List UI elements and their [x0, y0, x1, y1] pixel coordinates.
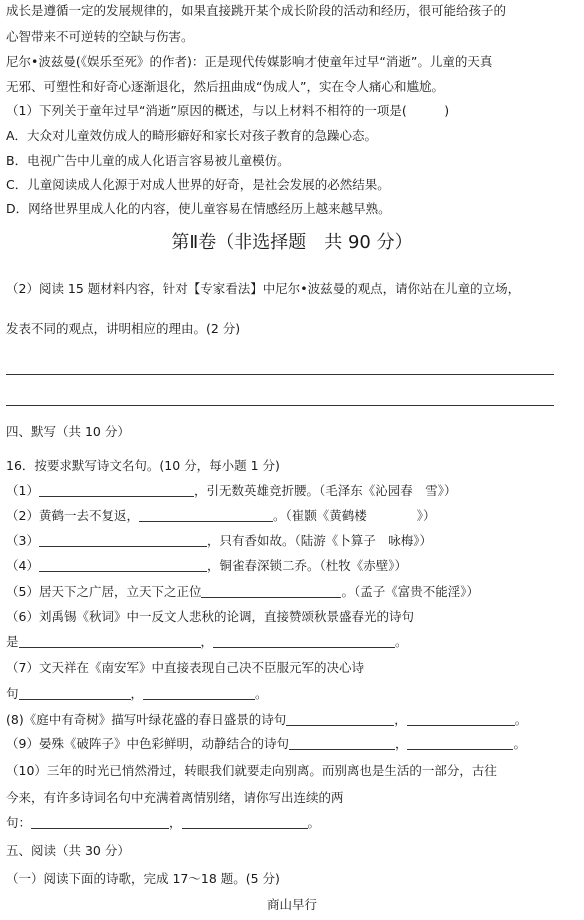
fill-item-1 — [6, 483, 456, 499]
answer-blank[interactable] — [19, 635, 201, 648]
item-end: 。 — [514, 712, 528, 727]
item-suffix: ，引无数英雄竞折腰。（毛泽东《沁园春 雪》） — [193, 483, 457, 498]
item-separator: ， — [200, 634, 214, 649]
item-suffix: 。（崔颢《黄鹤楼 》） — [272, 508, 436, 523]
answer-blank[interactable] — [19, 687, 131, 700]
answer-blank[interactable] — [31, 816, 169, 829]
question-2-line: （2）阅读 15 题材料内容，针对【专家看法】中尼尔•波兹曼的观点，请你站在儿童的立场， — [6, 281, 521, 296]
item-prefix: （4） — [6, 558, 39, 573]
item-prefix: （9）晏殊《破阵子》中色彩鲜明，动静结合的诗句 — [6, 736, 289, 751]
fill-item-2 — [6, 508, 435, 524]
fill-item-10-stem: （10）三年的时光已悄然滑过，转眼我们就要走向别离。而别离也是生活的一部分，古往 — [6, 763, 497, 778]
q16-title: 16．按要求默写诗文名句。(10 分，每小题 1 分) — [6, 458, 280, 473]
part5-subheading: （一）阅读下面的诗歌，完成 17～18 题。(5 分) — [6, 871, 280, 886]
answer-blank[interactable] — [213, 635, 395, 648]
item-prefix: 是 — [6, 634, 19, 649]
answer-blank[interactable] — [139, 509, 273, 522]
option-c: C．儿童阅读成人化源于对成人世界的好奇，是社会发展的必然结果。 — [6, 177, 390, 192]
answer-blank[interactable] — [286, 713, 394, 726]
answer-blank[interactable] — [39, 484, 194, 497]
answer-blank[interactable] — [39, 559, 207, 572]
answer-blank[interactable] — [143, 687, 255, 700]
fill-item-6 — [6, 634, 408, 650]
item-end: 。 — [255, 686, 268, 701]
fill-item-7-stem: （7）文天祥在《南安军》中直接表现自己决不臣服元军的决心诗 — [6, 660, 364, 675]
item-prefix: (8)《庭中有奇树》描写叶绿花盛的春日盛景的诗句 — [6, 712, 287, 727]
item-end: 。 — [395, 634, 408, 649]
item-end: 。 — [307, 815, 321, 830]
option-a: A．大众对儿童效仿成人的畸形癖好和家长对孩子教育的急躁心态。 — [6, 128, 378, 143]
answer-blank[interactable] — [201, 585, 341, 598]
item-prefix: （5）居天下之广居，立天下之正位 — [6, 584, 202, 599]
passage-line: 成长是遵循一定的发展规律的，如果直接跳开某个成长阶段的活动和经历，很可能给孩子的 — [6, 3, 507, 18]
answer-blank[interactable] — [407, 737, 513, 750]
item-prefix: （3） — [6, 533, 39, 548]
item-separator: ， — [394, 736, 408, 751]
answer-line[interactable] — [6, 374, 554, 375]
fill-item-8 — [6, 712, 527, 728]
item-prefix: 句 — [6, 686, 19, 701]
item-end: 。 — [513, 736, 526, 751]
option-d: D．网络世界里成人化的内容，使儿童容易在情感经历上越来越早熟。 — [6, 201, 391, 216]
item-separator: ， — [130, 686, 144, 701]
fill-item-9 — [6, 736, 526, 752]
answer-blank[interactable] — [39, 534, 207, 547]
poem-title: 商山早行 — [266, 897, 317, 912]
fill-item-4 — [6, 558, 407, 574]
item-separator: ， — [169, 815, 182, 830]
item-prefix: （1） — [6, 483, 39, 498]
item-prefix: 句： — [6, 815, 32, 830]
fill-item-5 — [6, 584, 479, 600]
question-1-stem: （1）下列关于童年过早“消逝”原因的概述，与以上材料不相符的一项是( ) — [6, 103, 450, 118]
question-2-line: 发表不同的观点，讲明相应的理由。(2 分) — [6, 321, 241, 336]
answer-blank[interactable] — [289, 737, 395, 750]
passage-line: 无邪、可塑性和好奇心逐渐退化，然后扭曲成“伪成人”，实在令人痛心和尴尬。 — [6, 79, 444, 94]
part4-heading: 四、默写（共 10 分） — [6, 424, 130, 439]
fill-item-10 — [6, 815, 320, 831]
item-suffix: 。（孟子《富贵不能淫》） — [341, 584, 479, 599]
answer-blank[interactable] — [407, 713, 515, 726]
item-prefix: （2）黄鹤一去不复返， — [6, 508, 139, 523]
item-suffix: ，铜雀春深锁二乔。（杜牧《赤壁》） — [206, 558, 407, 573]
part5-heading: 五、阅读（共 30 分） — [6, 843, 130, 858]
item-suffix: ，只有香如故。（陆游《卜算子 咏梅》） — [206, 533, 432, 548]
section-title: 第Ⅱ卷（非选择题 共 90 分） — [171, 232, 413, 253]
fill-item-10-stem: 今来，有许多诗词名句中充满着离情别绪，请你写出连续的两 — [6, 790, 344, 805]
passage-line: 尼尔•波兹曼(《娱乐至死》的作者)：正是现代传媒影响才使童年过早“消逝”。儿童的天真 — [6, 54, 493, 69]
item-separator: ， — [394, 712, 407, 727]
option-b: B．电视广告中儿童的成人化语言容易被儿童模仿。 — [6, 153, 290, 168]
fill-item-7 — [6, 686, 268, 702]
passage-line: 心智带来不可逆转的空缺与伤害。 — [6, 29, 194, 44]
answer-line[interactable] — [6, 405, 554, 406]
fill-item-3 — [6, 533, 432, 549]
answer-blank[interactable] — [182, 816, 308, 829]
fill-item-6-stem: （6）刘禹锡《秋词》中一反文人悲秋的论调，直接赞颂秋景盛春光的诗句 — [6, 609, 414, 624]
